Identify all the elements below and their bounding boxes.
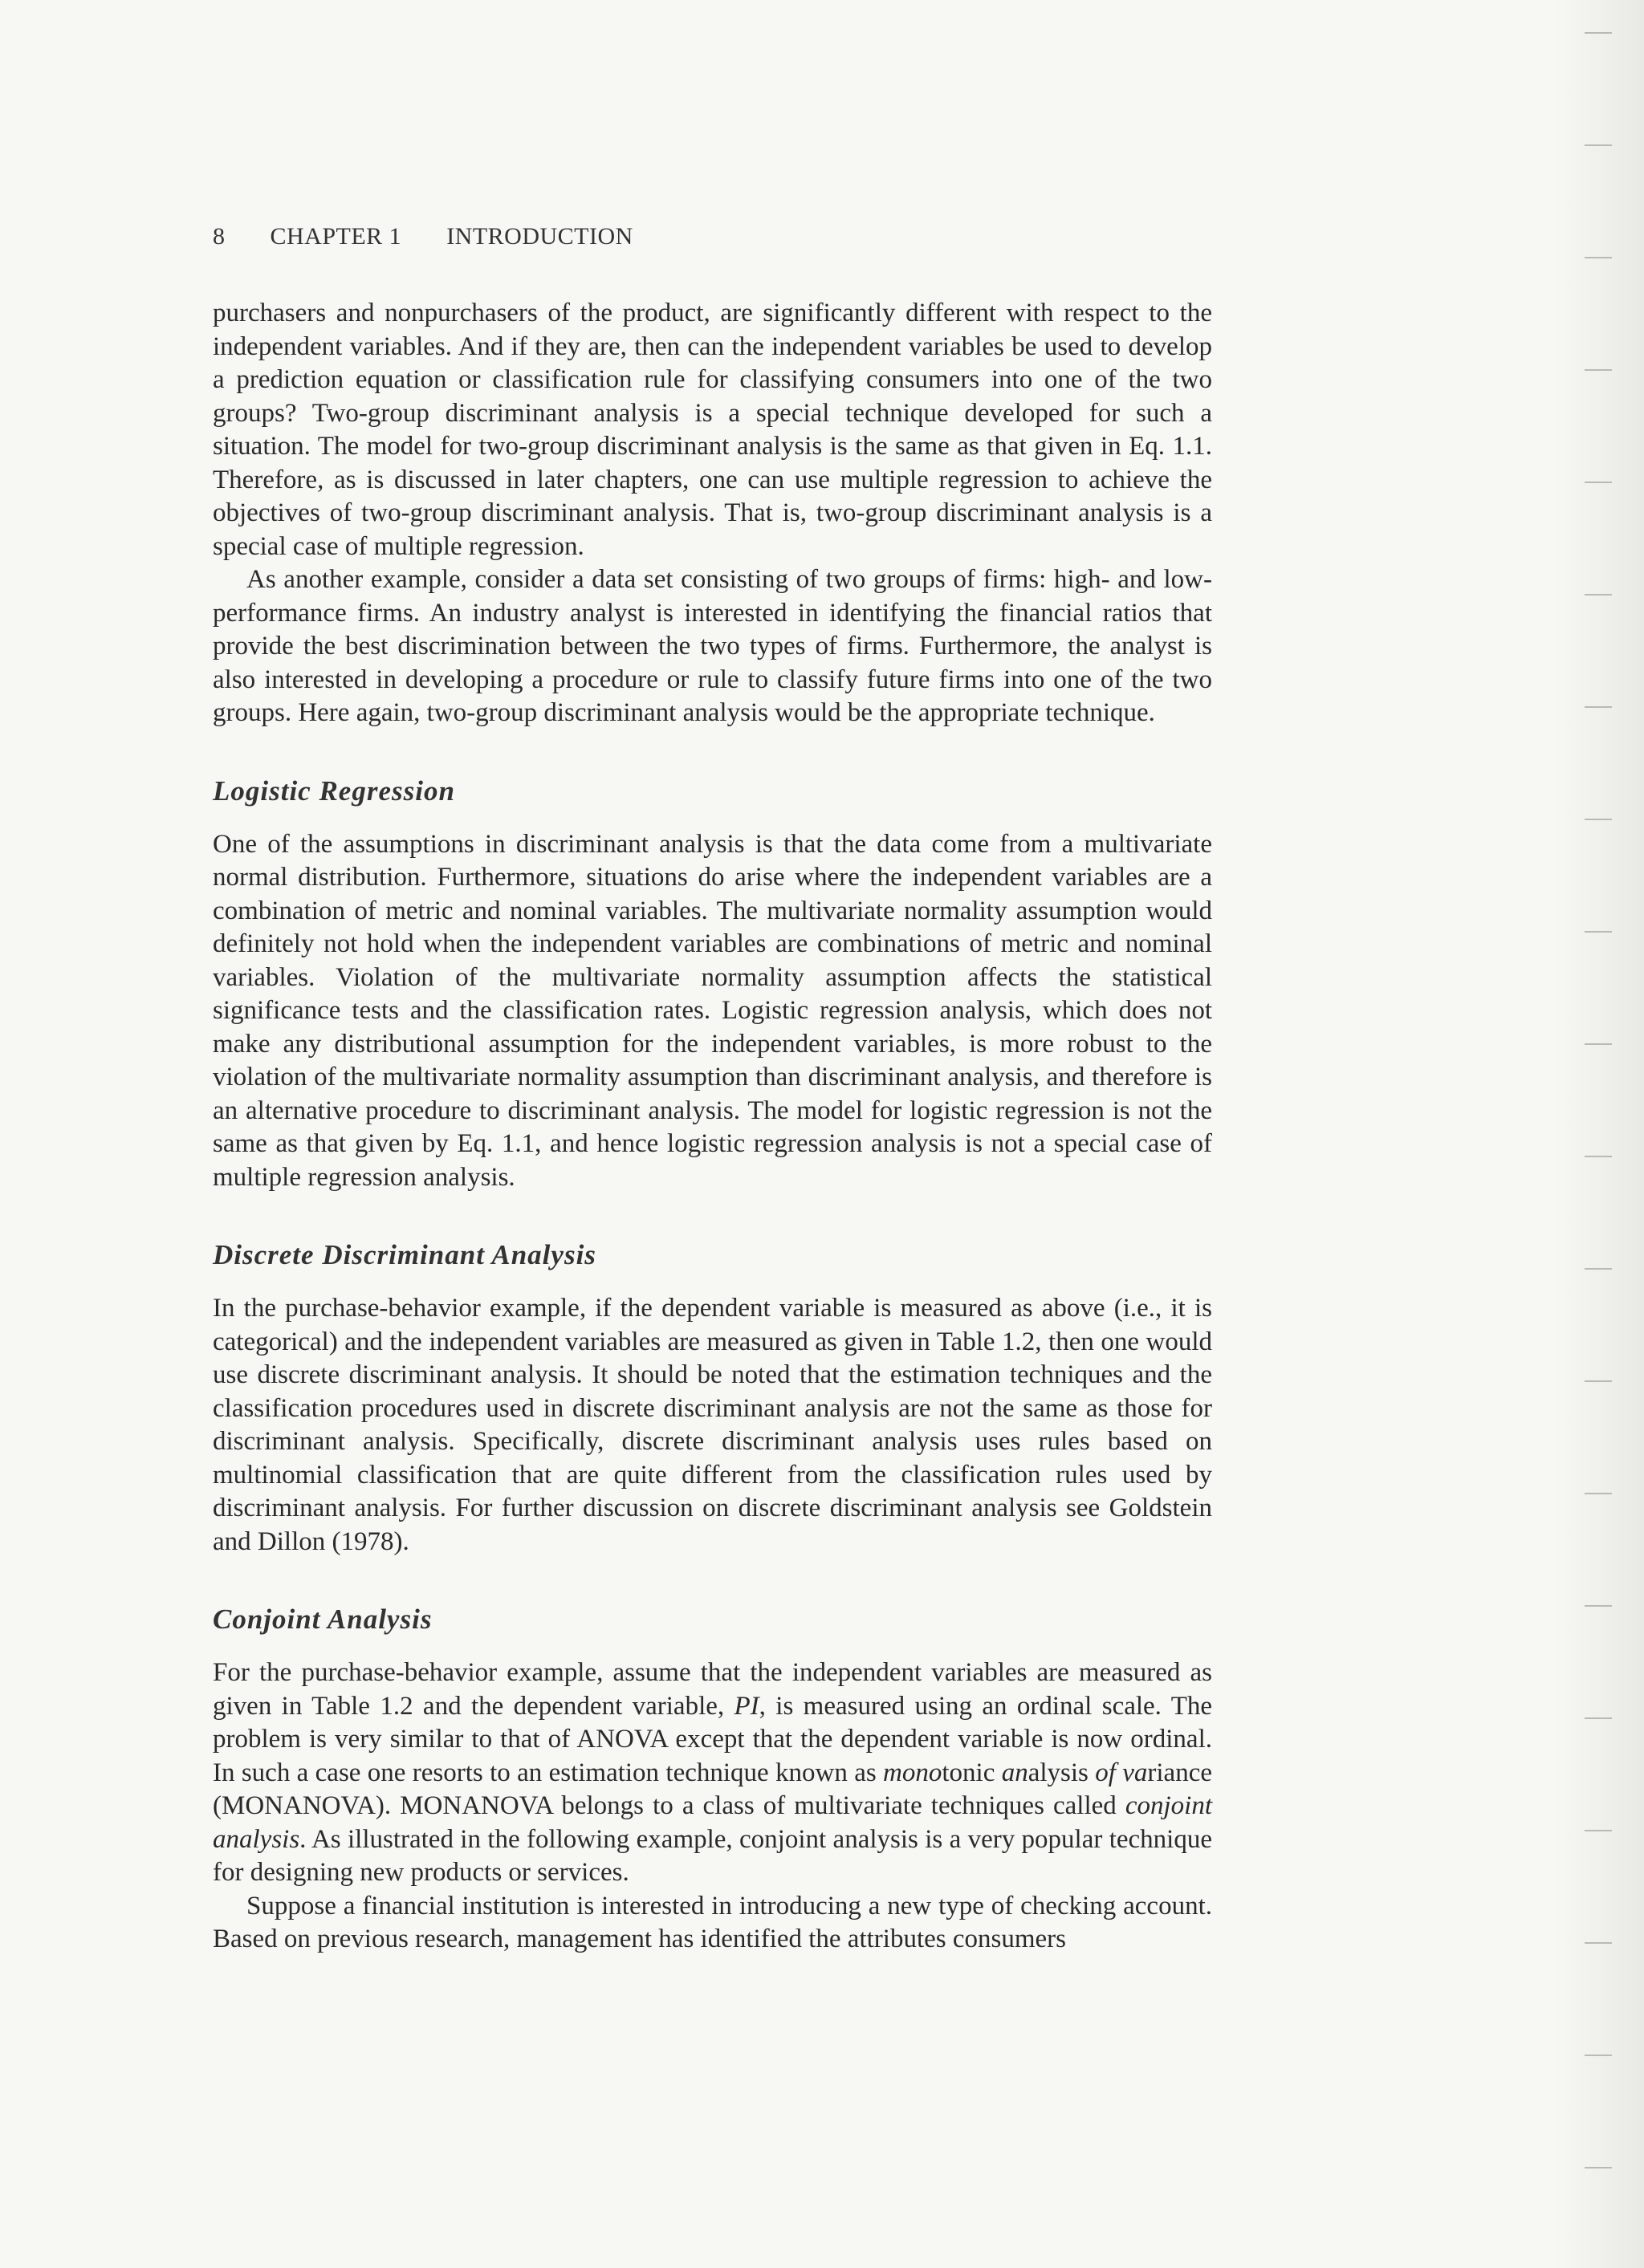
main-text [213, 297, 1212, 1957]
paragraph [213, 1656, 1212, 1890]
paragraph: In the purchase-behavior example, if the dependent variable is measured as above (i.e., it is categorical) and the independent variables are measured as given in Table 1.2, then one would use discrete discriminant analysis. It should be noted that the estimation techniques and the classification procedures used in discrete discriminant analysis are not the same as those for discriminant analysis. Specifically, discrete discriminant analysis uses rules based on multinomial classification that are quite different from the classification rules used by discriminant analysis. For further discussion on discrete discriminant analysis see Goldstein and Dillon (1978). [213, 1294, 1212, 1556]
text-run-italic: va [1122, 1758, 1148, 1787]
text-run-italic: an [1001, 1758, 1028, 1787]
text-run-italic: PI [734, 1691, 759, 1721]
text-run-italic: of [1095, 1758, 1116, 1787]
chapter-label: CHAPTER 1 [270, 223, 402, 250]
section-heading-logistic-regression: Logistic Regression [213, 774, 455, 807]
text-run: , is measured using an ordinal scale. The problem is very similar to that of ANOVA except that the dependent variable is now ordinal. In such a case one resorts to an estimation technique known as [213, 1691, 1213, 1787]
paragraph: One of the assumptions in discriminant analysis is that the data come from a multivariate normal distribution. Furthermore, situations do arise where the independent variables are a combination of metric and nominal variables. The multivariate normality assumption would definitely not hold when the independent variables are combinations of metric and nominal variables. Violation of the multivariate normality assumption affects the statistical significance tests and the classification rates. Logistic regression analysis, which does not make any distributional assumption for the independent variables, is more robust to the violation of the multivariate normality assumption than discriminant analysis, and therefore is an alternative procedure to discriminant analysis. The model for logistic regression is not the same as that given by Eq. 1.1, and hence logistic regression analysis is not a special case of multiple regression analysis. [213, 829, 1212, 1192]
paragraph: As another example, consider a data set consisting of two groups of firms: high- and low-performance firms. An industry analyst is interested in identifying the financial ratios that provide the best discrimination between the two types of firms. Furthermore, the analyst is also interested in developing a procedure or rule to classify future firms into one of the two groups. Here again, two-group discriminant analysis would be the appropriate technique. [213, 565, 1212, 727]
binding-marks [1580, 0, 1612, 2268]
paragraph: purchasers and nonpurchasers of the product, are significantly different with respect to the independent variables. And if they are, then can the independent variables be used to develop a prediction equation or classification rule for classifying consumers into one of the two groups? Two-group discriminant analysis is a special technique developed for such a situation. The model for two-group discriminant analysis is the same as that given in Eq. 1.1. Therefore, as is discussed in later chapters, one can use multiple regression to achieve the objectives of two-group discriminant analysis. That is, two-group discriminant analysis is a special case of multiple regression. [213, 299, 1212, 561]
text-run [1116, 1758, 1122, 1787]
section-heading-discrete-discriminant-analysis: Discrete Discriminant Analysis [213, 1239, 596, 1270]
text-run: For the purchase-behavior example, assume that the independent variables are measured as given in Table 1.2 and the dependent variable, [213, 1658, 1212, 1721]
paragraph: Suppose a financial institution is interested in introducing a new type of checking account. Based on previous research, management has identified the attributes consumers [213, 1891, 1212, 1953]
text-run: alysis [1028, 1758, 1096, 1787]
text-run: . As illustrated in the following example, conjoint analysis is a very popular technique for designing new products or services. [213, 1824, 1212, 1887]
text-run: tonic [942, 1758, 1002, 1787]
running-head [213, 223, 633, 250]
text-run-italic: conjoint analysis [213, 1791, 1212, 1854]
text-run-italic: mono [883, 1758, 942, 1787]
section-label: INTRODUCTION [446, 223, 633, 250]
text-run: riance (MONANOVA). MONANOVA belongs to a class of multivariate techniques called [213, 1758, 1212, 1820]
section-heading-conjoint-analysis: Conjoint Analysis [213, 1603, 433, 1635]
page-number: 8 [213, 223, 226, 250]
